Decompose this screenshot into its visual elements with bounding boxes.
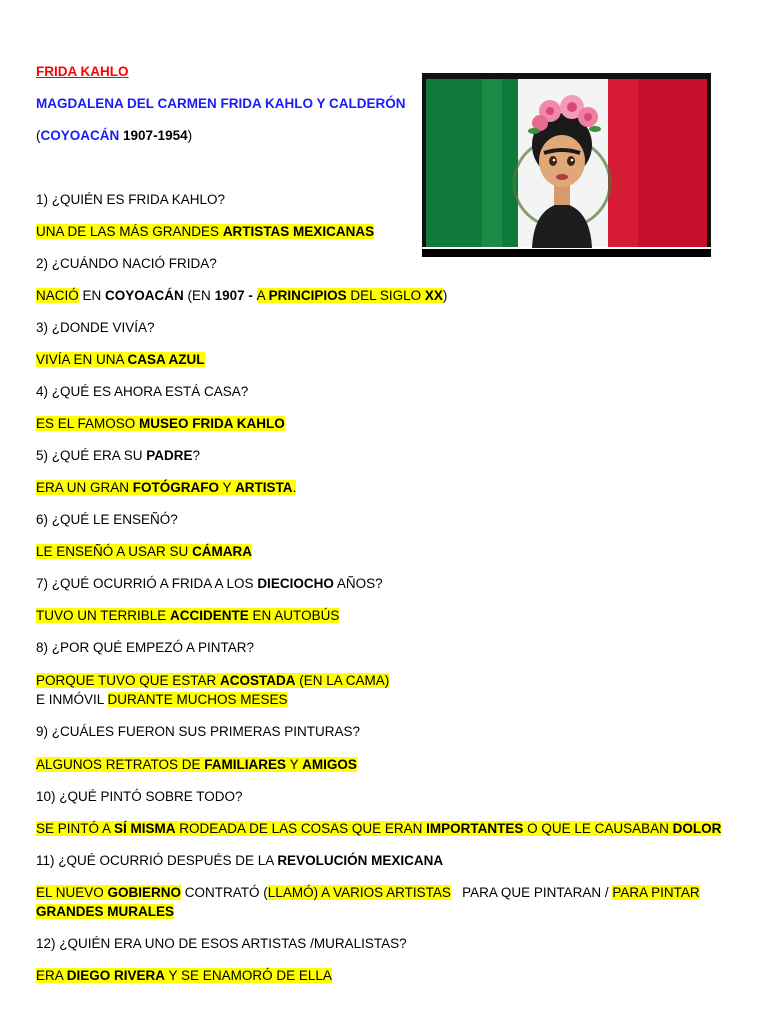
question-7: 7) ¿QUÉ OCURRIÓ A FRIDA A LOS DIECIOCHO AÑOS?: [36, 576, 383, 591]
answer-10: SE PINTÓ A SÍ MISMA RODEADA DE LAS COSAS QUE ERAN IMPORTANTES O QUE LE CAUSABAN DOLOR: [36, 821, 722, 836]
answer-12: ERA DIEGO RIVERA Y SE ENAMORÓ DE ELLA: [36, 968, 332, 983]
answer-11-line-1: EL NUEVO GOBIERNO CONTRATÓ (LLAMÓ) A VARIOS ARTISTAS PARA QUE PINTARAN / PARA PINTAR: [36, 885, 700, 900]
full-name: MAGDALENA DEL CARMEN FRIDA KAHLO Y CALDERÓN: [36, 96, 406, 111]
answer-7: TUVO UN TERRIBLE ACCIDENTE EN AUTOBÚS: [36, 608, 340, 623]
answer-2: NACIÓ EN COYOACÁN (EN 1907 - A PRINCIPIOS DEL SIGLO XX): [36, 288, 448, 303]
answer-6: LE ENSEÑÓ A USAR SU CÁMARA: [36, 544, 253, 559]
answer-1: UNA DE LAS MÁS GRANDES ARTISTAS MEXICANAS: [36, 224, 375, 239]
question-4: 4) ¿QUÉ ES AHORA ESTÁ CASA?: [36, 384, 249, 399]
answer-8-line-2: E INMÓVIL DURANTE MUCHOS MESES: [36, 692, 288, 707]
frida-flag-image: [422, 73, 711, 259]
document-title: FRIDA KAHLO: [36, 64, 129, 79]
question-3: 3) ¿DONDE VIVÍA?: [36, 320, 155, 335]
answer-9: ALGUNOS RETRATOS DE FAMILIARES Y AMIGOS: [36, 757, 357, 772]
answer-4: ES EL FAMOSO MUSEO FRIDA KAHLO: [36, 416, 285, 431]
question-12: 12) ¿QUIÉN ERA UNO DE ESOS ARTISTAS /MURALISTAS?: [36, 936, 407, 951]
question-9: 9) ¿CUÁLES FUERON SUS PRIMERAS PINTURAS?: [36, 724, 361, 739]
answer-3: VIVÍA EN UNA CASA AZUL: [36, 352, 205, 367]
question-2: 2) ¿CUÁNDO NACIÓ FRIDA?: [36, 256, 217, 271]
life-years: 1907-1954: [123, 128, 188, 143]
question-11: 11) ¿QUÉ OCURRIÓ DESPUÉS DE LA REVOLUCIÓN MEXICANA: [36, 853, 444, 868]
answer-5: ERA UN GRAN FOTÓGRAFO Y ARTISTA.: [36, 480, 297, 495]
question-8: 8) ¿POR QUÉ EMPEZÓ A PINTAR?: [36, 640, 255, 655]
answer-11-line-2: GRANDES MURALES: [36, 904, 175, 919]
question-10: 10) ¿QUÉ PINTÓ SOBRE TODO?: [36, 789, 243, 804]
birth-place: COYOACÁN: [40, 128, 120, 143]
answer-8-line-1: PORQUE TUVO QUE ESTAR ACOSTADA (EN LA CAMA): [36, 673, 390, 688]
frida-emoji-mexican-flag-icon: [422, 73, 711, 259]
question-1: 1) ¿QUIÉN ES FRIDA KAHLO?: [36, 192, 226, 207]
question-5: 5) ¿QUÉ ERA SU PADRE?: [36, 448, 201, 463]
birth-info: (COYOACÁN 1907-1954): [36, 128, 193, 143]
question-6: 6) ¿QUÉ LE ENSEÑÓ?: [36, 512, 178, 527]
